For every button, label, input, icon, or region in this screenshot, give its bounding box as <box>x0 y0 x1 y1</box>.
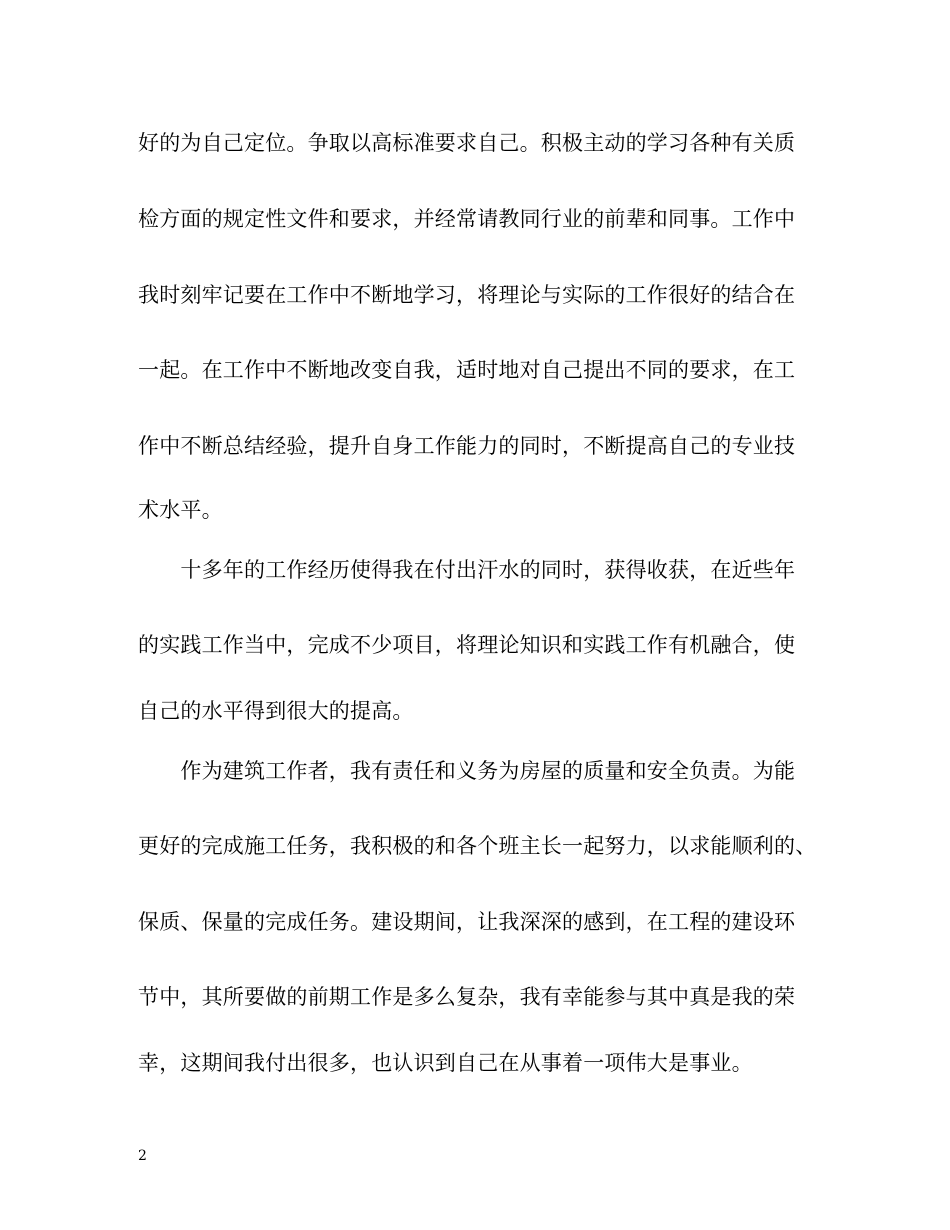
text-line: 自己的水平得到很大的提高。 <box>138 699 414 723</box>
text-line: 幸，这期间我付出很多，也认识到自己在从事着一项伟大是事业。 <box>138 1051 753 1075</box>
text-line: 一起。在工作中不断地改变自我，适时地对自己提出不同的要求，在工 <box>138 358 796 382</box>
text-line: 的实践工作当中，完成不少项目，将理论知识和实践工作有机融合，使 <box>138 633 796 657</box>
text-line: 我时刻牢记要在工作中不断地学习，将理论与实际的工作很好的结合在 <box>138 283 796 307</box>
text-line: 好的为自己定位。争取以高标准要求自己。积极主动的学习各种有关质 <box>138 131 796 155</box>
text-line: 更好的完成施工任务，我积极的和各个班主长一起努力，以求能顺利的、 <box>138 834 817 858</box>
page-number: 2 <box>138 1148 147 1164</box>
text-line: 作中不断总结经验，提升自身工作能力的同时，不断提高自己的专业技 <box>138 434 796 458</box>
text-line: 作为建筑工作者，我有责任和义务为房屋的质量和安全负责。为能 <box>138 759 796 783</box>
text-line: 保质、保量的完成任务。建设期间，让我深深的感到，在工程的建设环 <box>138 910 796 934</box>
text-line: 十多年的工作经历使得我在付出汗水的同时，获得收获，在近些年 <box>138 558 796 582</box>
text-line: 节中，其所要做的前期工作是多么复杂，我有幸能参与其中真是我的荣 <box>138 985 796 1009</box>
text-line: 术水平。 <box>138 498 223 522</box>
text-line: 检方面的规定性文件和要求，并经常请教同行业的前辈和同事。工作中 <box>138 207 796 231</box>
